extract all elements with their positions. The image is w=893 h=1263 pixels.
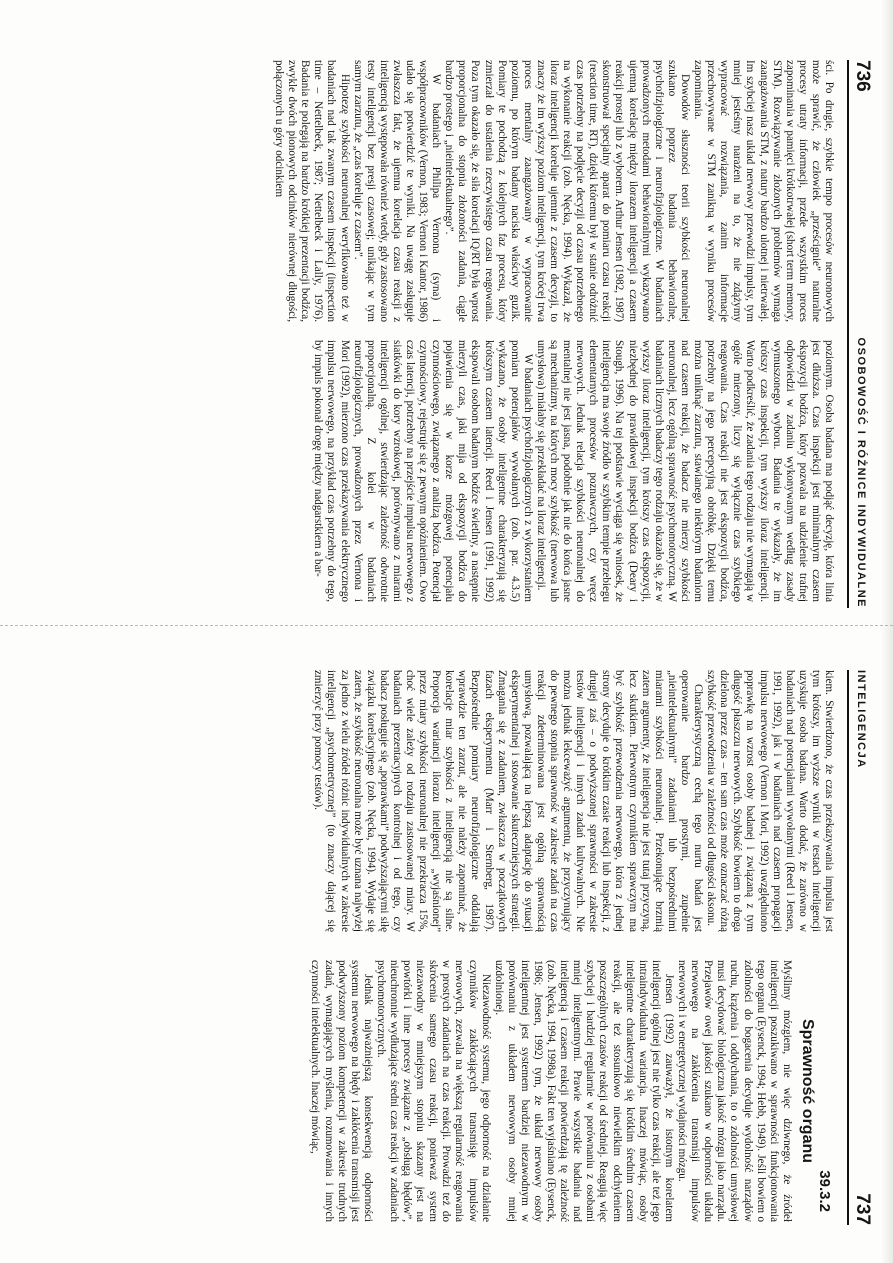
right-page bbox=[0, 660, 893, 1235]
section-title: Sprawność organu bbox=[798, 1018, 816, 1164]
paragraph: Charakterystyczną cechą tego nurtu badań jest operowanie bardzo prostymi, zupełnie „nieintelektualnymi” zadaniami lub bezpośrednimi miarami szybkości neuronalnej. Przekonujące brzmią zatem argumenty, że inteligencja nie jest tutaj przyczyną, lecz skutkiem. Pierwotnym czynnikiem sprawczym ma być szybkość przewodzenia nerwowego, która z jednej strony decyduje o krótkim czasie reakcji lub inspekcji, z drugiej zaś – o podwyższonej sprawności w zakresie testów inteligencji i innych zadań kultywalnych. Nie można jednak lekceważyć argumentu, że przyczynujący do pewnego stopnia sprawność w zakresie zadań na czas reakcji zdeterminowana jest ogólną sprawnością umysłową, pozwalającą na lepszą adaptację do sytuacji eksperymentalnej i stosowanie skuteczniejszych strategii. Zmagania się z zadaniem, zwłaszcza w początkowych fazach eksperymentu (Marr i Sternberg, 1987). Bezpośrednie pomiary neurofizjologiczne oddalają wprawdzie ten zarzut, ale nie należy zapominać, że korelacje miar szybkości z inteligencją nie są silne. Proporcja wariancji ilorazu inteligencji „wyjaśnionej” przez miary szybkości neuronalnej nie przekracza 15%, choć wiele zależy od rodzaju zastosowanej miary. W badaniach prezentacyjnych kontrolnej i od tego, czy badacz posługuje się „poprawkami” podwyższającymi siłę związku korelacyjnego (zob. Nęcka, 1994). Wydaje się zatem, że szybkość neuronalna może być uznana najwyżej za jedno z wielu źródeł różnic indywidualnych w zakresie inteligencji „psychometrycznej” (to znaczy dającej się zmierzyć przy pomocy testów). bbox=[312, 670, 705, 932]
section-number: 39.3.2 bbox=[816, 1170, 833, 1212]
paragraph: Jensen (1992) zauważył, że istotnym korelatem inteligencji ogólnej jest nie tylko czas reakcji, ale też jego intraindywidualna wariancja. Inaczej mówiąc, osoby inteligentne charakteryzują się krótkim średnim czasem reakcji, ale też stosunkowo niewielkim odchyleniem poszczególnych czasów reakcji od średniej. Reagują więc szybciej i bardziej regularnie w porównaniu z osobami mniej inteligentnymi. Prawie wszystkie badania nad inteligencją i czasem reakcji potwierdzają tę zależność (zob. Nęcka, 1994, 1998a). Fakt ten wyjaśniano (Eysenck, 1986; Jensen, 1992) tym, że układ nerwowy osoby inteligentnej jest systemem bardziej niezawodnym w porównaniu z układem nerwowym osoby mniej uzdolnionej. bbox=[492, 960, 675, 1222]
paragraph: Hipotezę szybkości neuronalnej weryfikowano też w badaniach nad tak zwanym czasem inspekcji (inspection time – Nettelbeck, 1987; Nettelbeck i Lally, 1976). Badania te polegają na bardzo krótkiej prezentacji bodźca, zwykle dwóch pionowych odcinków nierównej długości, połączonych u góry odcinkiem bbox=[273, 60, 351, 322]
paragraph: ści. Po drugie, szybkie tempo procesów neuronowych może sprawić, że człowiek „prześcignie” naturalne procesy utraty informacji, przede wszystkim proces zapominania w pamięci krótkotrwałej (short term memory, STM). Rozwiązywanie złożonych problemów wymaga zaangażowania STM, z natury bardzo ulotnej i nietrwałej. Im szybciej nasz układ nerwowy przewodzi impulsy, tym mniej jesteśmy narażeni na to, że nie zdążymy wypracować rozwiązania, zanim informacje przechowywane w STM zanikną w wyniku procesów zapominania. bbox=[692, 60, 835, 322]
running-head-left bbox=[847, 60, 871, 608]
right-column-1 bbox=[15, 670, 835, 932]
paragraph: Myślimy mózgiem, nie więc dziwnego, że źródeł inteligencji poszukiwano w sprawności funkcjonowania tego organu (Eysenck, 1994; Hebb, 1949). Jeśli bowiem o zdolności do bogacenia decyduje wydolność narządów ruchu, krążenia i oddychania, to o zdolności umysłowej musi decydować biologiczna jakość mózgu jako narządu. Przejawów owej jakości szukano w odporności układu nerwowego na zakłócenia transmisji impulsów nerwowych i w energetycznej wydajności mózgu. bbox=[676, 960, 793, 1222]
page-number-left: 736 bbox=[852, 60, 873, 92]
gutter-divider bbox=[0, 625, 893, 628]
right-column-2 bbox=[15, 960, 835, 1222]
running-head-title-left: OSOBOWOŚĆ I RÓŻNICE INDYWIDUALNE bbox=[855, 337, 867, 608]
paragraph: W badaniach Philipa Vernona (syna) i współpracowników (Vernon, 1983; Vernon i Kantor, 1986) udało się potwierdzić te wyniki. Na uwagę zasługuje zwłaszcza fakt, że ujemna korelacja czasu reakcji z inteligencją występowała również wtedy, gdy zastosowano testy inteligencji bez presji czasowej; unikając w tym samym zarzutu, że „czas koreluje z czasem”. bbox=[351, 60, 443, 322]
page-number-right: 737 bbox=[852, 1193, 873, 1225]
paragraph: kiem. Stwierdzono, że czas przekazywania impulsu jest tym krótszy, im wyższe wyniki w testach inteligencji uzyskuje osoba badana. Warto dodać, że zarówno w badaniach nad potencjałami wywołanymi (Reed i Jensen, 1991, 1992), jak i w badaniach nad czasem propagacji impulsu nerwowego (Vernon i Mori, 1992) uwzględniono poprawkę na wzrost osoby badanej i związaną z tym długość płaszczu nerwowych. Szybkość bowiem to droga dzielona przez czas – ten sam czas może oznaczać różną szybkość przewodzenia w zależności od długości aksonu. bbox=[705, 670, 835, 932]
running-head-right bbox=[847, 670, 871, 1225]
left-page bbox=[0, 20, 893, 608]
left-column-2 bbox=[15, 340, 835, 602]
paragraph: Jednak najważniejszą konsekwencją odporności systemu nerwowego na błędy i zakłócenia transmisji jest podwyższony poziom kompetencji w zakresie trudnych zadań, wymagających myślenia, rozumowania i innych czynności intelektualnych. Inaczej mówiąc, bbox=[309, 960, 374, 1222]
paragraph: W badaniach psychofizjologicznych z wykorzystaniem pomiaru potencjałów wywołanych (zob. par. 4.3.5) wykazano, że osoby inteligentne charakteryzują się krótszym czasem latencji. Reed i Jensen (1991, 1992) ekspowali osobom badanym bodźce świetlny, a następnie mierzyli czas, jaki mija od ekspozycji bodźca do pojawienia się w korze mózgowej potencjału czynnościowego, związanego z analizą bodźca. Potencjał czynnościowy, rejestruje się z pewnym opóźnieniem. Owo czas latencji, potrzebny na przejście impulsu nerwowego z siatkówki do kory wzrokowej, porównywano z miarami inteligencji ogólnej, stwierdzając zależność odwrotnie proporcjonalną. Z kolei w badaniach neurofizjologicznych, prowadzonych przez Vernona i Mori (1992), mierzono czas przekazywania elektrycznego impulsu nerwowego, na przykład czas potrzebny do tego, by impuls pokonał drogę między nadgarstkiem a bar- bbox=[312, 340, 534, 602]
section-heading bbox=[798, 960, 833, 1222]
paragraph: poziomym. Osoba badana ma podjąć decyzję, która linia jest dłuższa. Czas inspekcji jest minimalnym czasem ekspozycji bodźca, który pozwala na udzielenie trafnej odpowiedzi w zadaniu wykonywanym według zasady wymuszonego wyboru. Badania te wykazały, że im krótszy czas inspekcji, tym wyższy iloraz inteligencji. Warto podkreślić, że zadania tego rodzaju nie wymagają w ogóle mierzony, liczy się wyłącznie czas szybkiego reagowania. Czas reakcji nie jest ekspozycji bodźca, potrzebny na jego percepcyjną obróbkę. Dzięki temu można uniknąć zarzutu, stawianego niektórym badaniom nad czasem reakcji, że badacz nie mierzy szybkości neuronalnej, lecz ogólną sprawność psychomotoryczną. W badaniach licznych badaczy tego rodzaju okazało się, że w wyższy iloraz inteligencji, tym krótszy czas ekspozycji, niezbędnej do prawidłowej inspekcji bodźca (Deary i Stough, 1996). Na tej podstawie wyciąga się wniosek, że inteligencja ma swoje źródło w szybkim tempie przebiegu elementarnych procesów poznawczych, czy wręcz nerwowych. Jednak relacja szybkości neuronalnej do mentalnej nie jest jasna, podobnie jak nie do końca jasne są mechanizmy, na których mocy szybkość (nerwowa lub umysłowa) miałaby się przekładać na iloraz inteligencji. bbox=[534, 340, 835, 602]
paragraph: Niezawodność systemu, jego odporność na działanie czynników zakłócających transmisję impulsów nerwowych, zezwala na większą regularność reagowania w prostych zadaniach na czas reakcji. Prowadzi też do skrócenia samego czasu reakcji, ponieważ system niezawodny w mniejszym stopniu skazany jest na powtórki i inne procesy związane z „obsługą błędów”, nieuchronnie wydłużające średni czas reakcji w zadaniach psychomotorycznych. bbox=[374, 960, 492, 1222]
running-head-title-right: INTELIGENCJA bbox=[855, 670, 867, 769]
left-column-1 bbox=[15, 60, 835, 322]
paragraph: Dowodów słuszności teorii szybkości neuronalnej szukano poprzez badania behawioralne, psychofizjologiczne i neurofizjologiczne. W badaniach prowadzonych metodami behawioralnymi wykazywano ujemną korelację między ilorazem inteligencji a czasem reakcji prostej lub z wyborem. Arthur Jensen (1982, 1987) skonstruował specjalny aparat do pomiaru czasu reakcji (reaction time, RT), dzięki któremu był w stanie odróżnić czas potrzebny na podjęcie decyzji od czasu potrzebnego na wykonanie reakcji (zob. Nęcka, 1994). Wykazał, że iloraz inteligencji koreluje ujemnie z czasem decyzji, to znaczy że im wyższy poziom inteligencji, tym krócej trwa proces mentalny zaangażowany w wypracowanie poziomu, po którym badany naciska właściwy guzik. Pomiary te pochodzą z kolejnych faz procesu, który zmierzał do ustalenia rzeczywistego czasu reagowania. Poza tym okazało się, że siła korelacji IQ/RT była wprost proporcjonalna do stopnia złożoności zadania, ciągle bardzo prostego i „nieintelektualnego”. bbox=[443, 60, 691, 322]
